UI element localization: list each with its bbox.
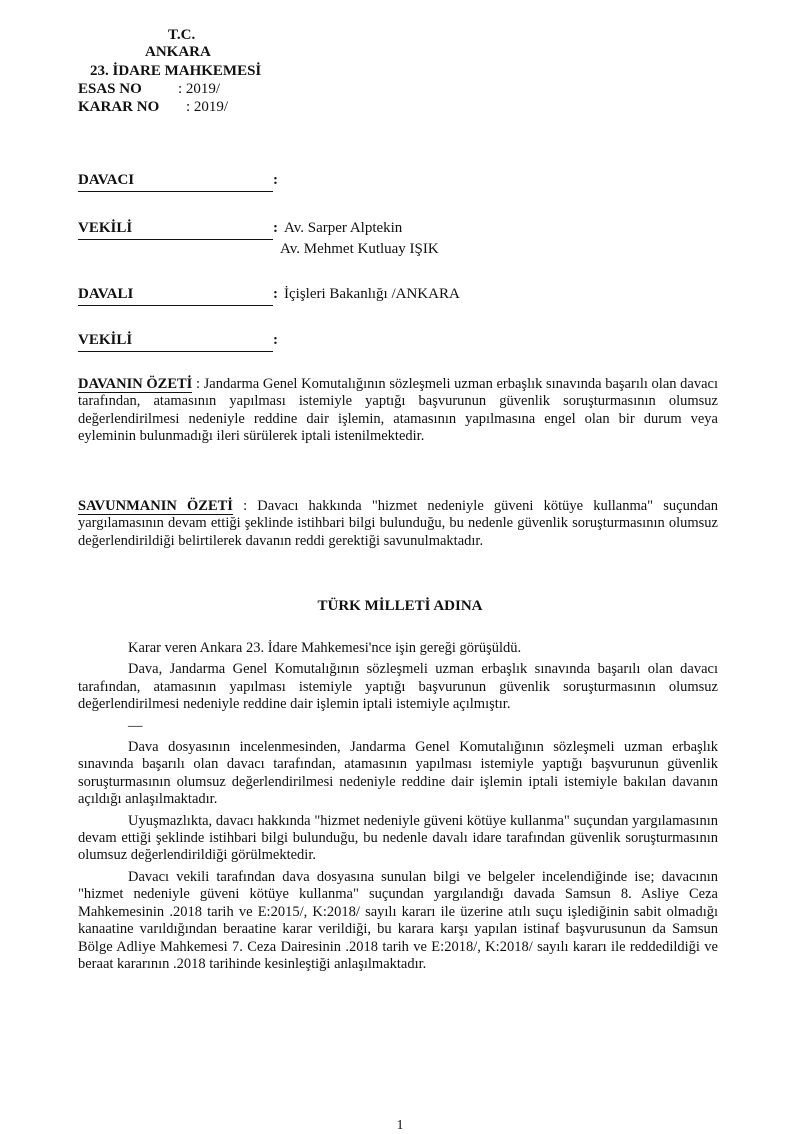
davanin-ozeti-text: : Jandarma Genel Komutalığının sözleşmeli uzman erbaşlık sınavında başarılı olan davacı tarafından, atamasının yapılması istemiyle yaptığı başvurunun güvenlik soruşturmasının olumsuz değerlendirilmesi nedeniyle reddine dair işlemin, atamasının yapılmasına engel olan bir durum veya eyleminin bulunmadığı ileri sürülerek iptali istenilmektedir. — [78, 376, 718, 445]
body-paragraph-2: Dava, Jandarma Genel Komutalığının sözleşmeli uzman erbaşlık sınavında başarılı olan davacı tarafından, atamasının yapılması istemiyle yaptığı başvurunun güvenlik soruşturmasının olumsuz değerlendirilmesi nedeniyle reddine dair işlemin iptali istemiyle açılmıştır. — [78, 661, 718, 713]
vekili1-row: VEKİLİ : Av. Sarper Alptekin — [78, 218, 402, 240]
esas-label: ESAS NO — [78, 81, 142, 97]
body-paragraph-1: Karar veren Ankara 23. İdare Mahkemesi'nce işin gereği görüşüldü. — [128, 640, 522, 656]
davaci-label: DAVACI — [78, 170, 273, 192]
decision-body — [78, 640, 718, 977]
esas-value: : 2019/ — [178, 81, 221, 97]
header-tc: T.C. — [168, 27, 196, 43]
vekili1-value2: Av. Mehmet Kutluay IŞIK — [280, 241, 439, 257]
header-karar — [78, 98, 228, 116]
davali-row: DAVALI : İçişleri Bakanlığı /ANKARA — [78, 284, 460, 306]
vekili2-row: VEKİLİ : — [78, 330, 284, 352]
body-paragraph-4: Uyuşmazlıkta, davacı hakkında "hizmet nedeniyle güveni kötüye kullanma" suçundan yargılamasının devam ettiği şeklinde istihbari bilgi bulunduğu, bu nedenle davalı idare tarafından güvenlik soruşturmasının olumsuz değerlendirildiği görülmektedir. — [78, 812, 718, 864]
savunmanin-ozeti-text: : Davacı hakkında "hizmet nedeniyle güveni kötüye kullanma" suçundan yargılamasının devam ettiği şeklinde istihbari bilgi bulunduğu, bu nedenle güvenlik soruşturmasının olumsuz değerlendirildiği belirtilerek davanın reddi gerektiği savunulmaktadır. — [78, 498, 719, 549]
page-number: 1 — [396, 1118, 404, 1133]
karar-label: KARAR NO — [78, 99, 160, 115]
vekili1-value1: Av. Sarper Alptekin — [284, 220, 403, 236]
body-dash: — — [128, 717, 143, 734]
davali-value: İçişleri Bakanlığı /ANKARA — [284, 286, 460, 302]
davali-label: DAVALI — [78, 284, 273, 306]
header-esas — [78, 80, 220, 98]
savunmanin-ozeti-label: SAVUNMANIN ÖZETİ — [78, 498, 233, 514]
savunmanin-ozeti — [78, 498, 718, 550]
body-paragraph-5: Davacı vekili tarafından dava dosyasına sunulan bilgi ve belgeler incelendiğinde ise; davacının "hizmet nedeniyle güveni kötüye kullanma" suçundan yargılandığı davada Samsun 8. Asliye Ceza Mahkemesinin .2018 tarih ve E:2015/, K:2018/ sayılı kararı ile üzerine atılı suçu işlediğinin sabit olmadığı kanaatine varıldığından beraatine karar verildiği, bu karara karşı yapılan istinaf başvurusunun da Samsun Bölge Adliye Mahkemesi 7. Ceza Dairesinin .2018 tarih ve E:2018/, K:2018/ sayılı kararı ile reddedildiği ve beraat kararının .2018 tarihinde kesinleştiği anlaşılmaktadır. — [78, 868, 718, 972]
header-court: 23. İDARE MAHKEMESİ — [90, 63, 262, 79]
header-city: ANKARA — [145, 44, 211, 60]
vekili1-label: VEKİLİ — [78, 218, 273, 240]
davaci-row: DAVACI : — [78, 170, 284, 192]
section-title: TÜRK MİLLETİ ADINA — [317, 598, 483, 614]
davanin-ozeti — [78, 376, 718, 446]
davanin-ozeti-label: DAVANIN ÖZETİ — [78, 376, 193, 392]
body-paragraph-3: Dava dosyasının incelenmesinden, Jandarma Genel Komutalığının sözleşmeli uzman erbaşlık sınavında başarılı olan davacı tarafından, atamasının yapılması istemiyle yaptığı başvurunun güvenlik soruşturmasının olumsuz değerlendirilmesi nedeniyle reddine dair işlemin iptali istemiyle bakılan davanın açıldığı anlaşılmaktadır. — [78, 739, 718, 808]
vekili2-label: VEKİLİ — [78, 330, 273, 352]
karar-value: : 2019/ — [186, 99, 229, 115]
